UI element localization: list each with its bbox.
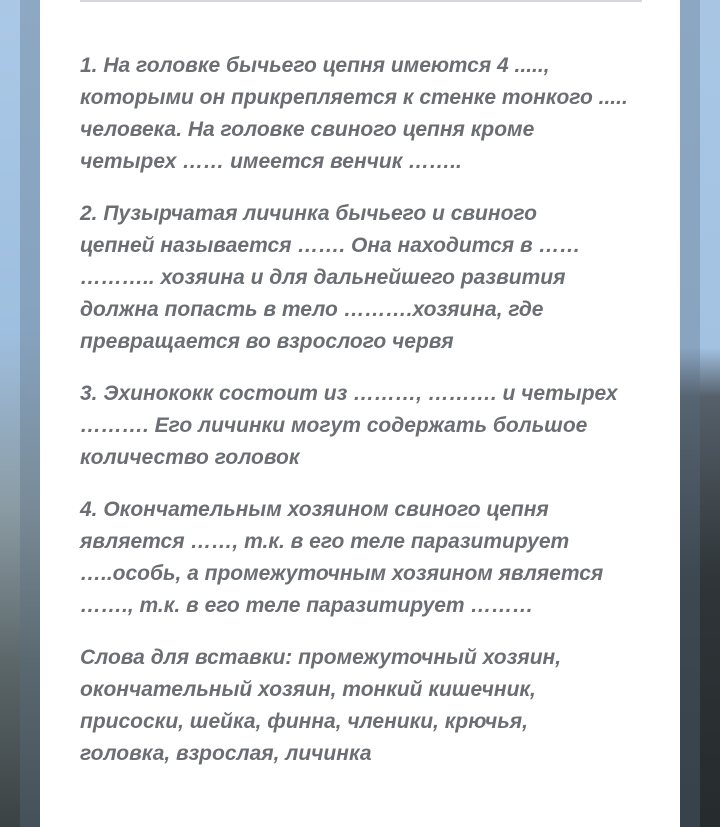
question-3: 3. Эхинококк состоит из ………, ………. и четырех ………. Его личинки могут содержать большое количество головок bbox=[80, 382, 618, 469]
right-frame-rail bbox=[680, 0, 700, 827]
left-frame-rail bbox=[20, 0, 40, 827]
question-1: 1. На головке бычьего цепня имеются 4 ....., которыми он прикрепляется к стенке тонкого ..... человека. На головке свиного цепня кроме четырех …… имеется венчик …….. bbox=[80, 54, 628, 173]
question-2: 2. Пузырчатая личинка бычьего и свиного цепней называется ……. Она находится в …… ……….. хозяина и для дальнейшего развития должна попасть в тело ……….хозяина, где превращается во взрослого червя bbox=[80, 202, 581, 353]
word-bank: Слова для вставки: промежуточный хозяин, окончательный хозяин, тонкий кишечник, присоски, шейка, финна, членики, крючья, головка, взрослая, личинка bbox=[80, 646, 562, 765]
worksheet-text bbox=[80, 50, 640, 790]
worksheet-card bbox=[40, 0, 680, 827]
question-4: 4. Окончательным хозяином свиного цепня является ……, т.к. в его теле паразитирует …..особь, а промежуточным хозяином является ……., т.к. в его теле паразитирует ……… bbox=[80, 498, 604, 617]
top-divider bbox=[80, 0, 642, 2]
